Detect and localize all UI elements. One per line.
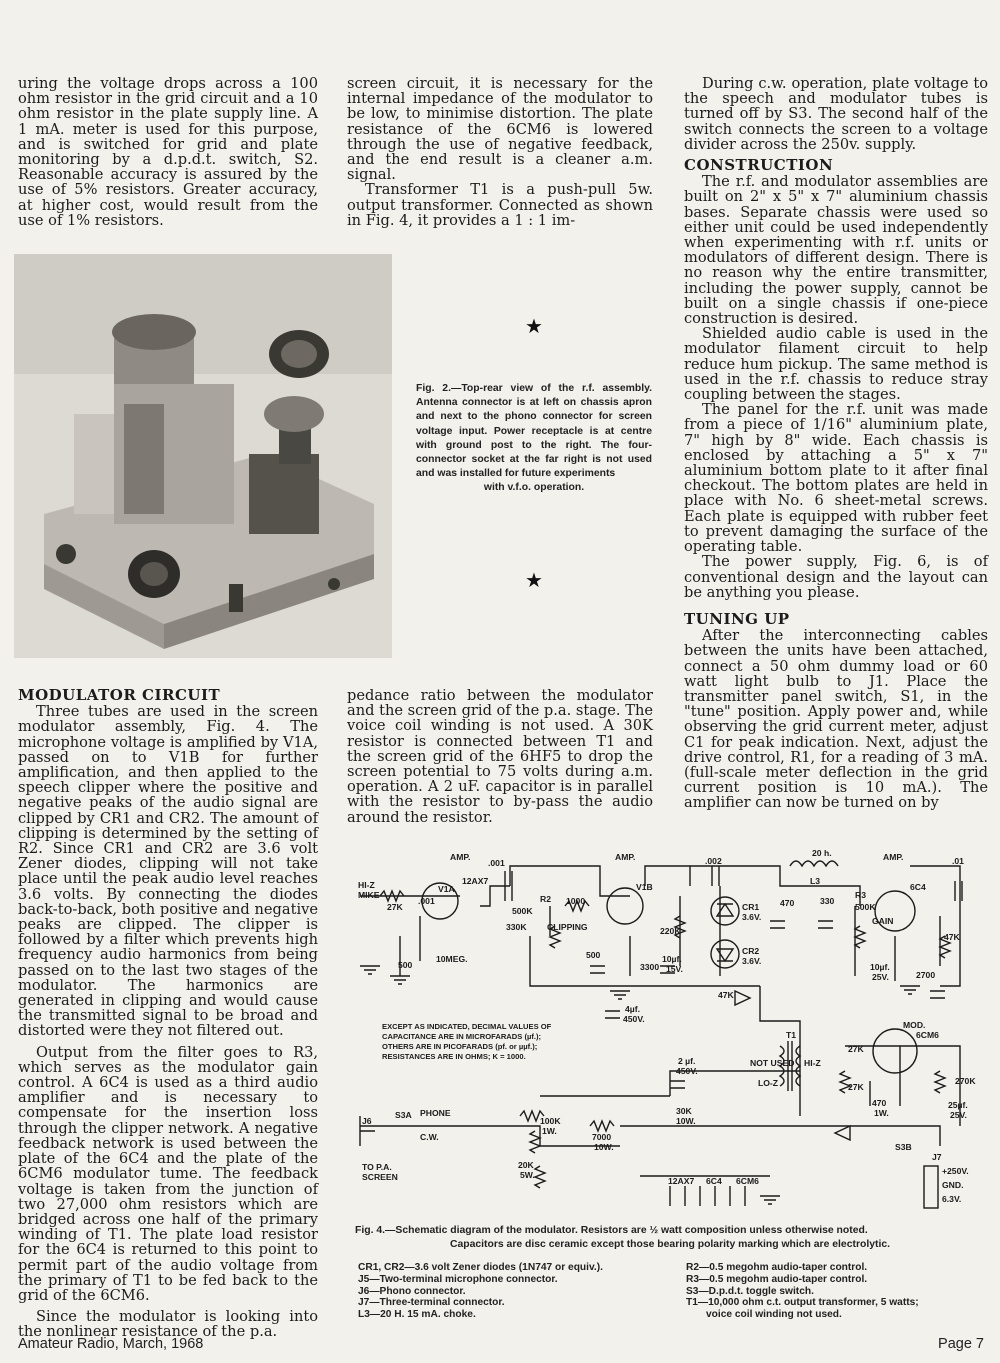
resistor-value: 20K: [518, 1160, 534, 1170]
cr1-label: CR1: [742, 902, 760, 912]
j7-label: J7: [932, 1152, 942, 1162]
capacitor-value: 500: [398, 960, 413, 970]
tube-6c4-label: 6C4: [910, 882, 926, 892]
column-1-bottom: [18, 688, 318, 1340]
resistor-value: 470: [872, 1098, 887, 1108]
capacitor-value: 470: [780, 898, 795, 908]
resistor-value: 27K: [848, 1082, 864, 1092]
paragraph: During c.w. operation, plate voltage to the speech and modulator tubes is turned off by S3. The second half of the switch connects the screen to a voltage divider across the 250v. supply.: [684, 75, 988, 153]
voltage-label: 3.6V.: [742, 912, 762, 922]
legend-item: R3—0.5 megohm audio-taper control.: [686, 1273, 868, 1285]
choke-value: 20 h.: [812, 848, 832, 858]
legend-item: J7—Three-terminal connector.: [358, 1297, 505, 1309]
mike-label-2: MIKE: [358, 890, 380, 900]
voltage-label: 3.6V.: [742, 956, 762, 966]
to-pa-label: TO P.A.: [362, 1162, 392, 1172]
ground-label: GND.: [942, 1180, 964, 1190]
footer-publication: Amateur Radio, March, 1968: [18, 1336, 204, 1352]
paragraph: Three tubes are used in the screen modulator assembly, Fig. 4. The microphone voltage is amplified by V1A, passed on to V1B for further amplification, and then applied to the speech clipper where the positive and negative peaks of the audio signal are clipped by CR1 and CR2. The amount of clipping is determined by the setting of R2. Since CR1 and CR2 are 3.6 volt Zener diodes, clipping will not take place until the peak audio level reaches 3.6 volts. By connecting the diodes back-to-back, both positive and negative peaks are clipped. The clipper is followed by a filter which prevents high frequency audio harmonics from being passed on to the last two stages of the modulator. The harmonics are generated in clipping and would cause the transmitted signal to be broad and distorted were they not filtered out.: [18, 703, 318, 1040]
gain-label: GAIN: [872, 916, 894, 926]
legend-right: [686, 1262, 986, 1321]
capacitor-value: 2 µf.: [678, 1056, 696, 1066]
voltage-label: 25V.: [872, 972, 889, 982]
paragraph: The panel for the r.f. unit was made from a piece of 1/16" aluminium plate, 7" high by 8" wide. Each chassis is enclosed by attaching a 5" x 7" aluminium bottom plate to it after final checkout. The bottom plates are held in place with No. 6 sheet-metal screws. Each plate is equipped with rubber feet to prevent damaging the surface of the operating table.: [684, 401, 988, 556]
modulator-schematic: [340, 846, 992, 1222]
amp-label: AMP.: [883, 852, 904, 862]
paragraph: Since the modulator is looking into the nonlinear resistance of the p.a.: [18, 1308, 318, 1341]
rf-assembly-photo: [14, 254, 392, 658]
resistor-value: 30K: [676, 1106, 692, 1116]
photo-caption-text: Fig. 2.—Top-rear view of the r.f. assembly. Antenna connector is at left on chassis apron and next to the phono connector for screen voltage input. Power receptacle is at centre with ground post to the right. The four-connector socket at the far right is not used and was installed for future experiments: [416, 383, 652, 480]
column-2-top: [347, 76, 653, 228]
note-line: OTHERS ARE IN PICOFARADS (pf. or µµf.);: [382, 1042, 538, 1051]
lo-z-label: LO-Z: [758, 1078, 779, 1088]
capacitor-value: 10µf.: [870, 962, 890, 972]
resistor-value: 1000: [566, 896, 586, 906]
wattage-label: 10W.: [594, 1142, 614, 1152]
amp-label: AMP.: [450, 852, 471, 862]
s3a-label: S3A: [395, 1110, 412, 1120]
wattage-label: 1W.: [874, 1108, 889, 1118]
cr2-label: CR2: [742, 946, 760, 956]
resistor-value: 7000: [592, 1132, 612, 1142]
resistor-value: 270K: [955, 1076, 976, 1086]
resistor-value: 330K: [506, 922, 527, 932]
resistor-value: 10MEG.: [436, 954, 468, 964]
resistor-value: 27K: [387, 902, 403, 912]
column-2-bottom: [347, 688, 653, 825]
mike-label: HI-Z: [358, 880, 375, 890]
voltage-label: 25V.: [950, 1110, 967, 1120]
resistor-value: 220K: [660, 926, 681, 936]
capacitor-value: 4µf.: [625, 1004, 640, 1014]
legend-item: J6—Phono connector.: [358, 1285, 466, 1297]
voltage-label: 450V.: [623, 1014, 645, 1024]
v1b-label: V1B: [636, 882, 653, 892]
paragraph: pedance ratio between the modulator and the screen grid of the p.a. stage. The voice coil winding is not used. A 30K resistor is connected between T1 and the screen grid of the 6HF5 to drop the screen potential to 75 volts during a.m. operation. A 2 uF. capacitor is in parallel with the resistor to by-pass the audio around the resistor.: [347, 687, 653, 826]
tube-6cm6-label: 6CM6: [736, 1176, 759, 1186]
legend-item: T1—10,000 ohm c.t. output transformer, 5 watts;: [686, 1297, 919, 1309]
paragraph: Shielded audio cable is used in the modulator filament circuit to help reduce hum pickup. The same method is used in the r.f. chassis to reduce stray coupling between the stages.: [684, 325, 988, 404]
capacitor-value: .002: [705, 856, 722, 866]
j6-label: J6: [362, 1116, 372, 1126]
resistor-value: 2700: [916, 970, 936, 980]
figure-caption-line-1: Fig. 4.—Schematic diagram of the modulator. Resistors are ½ watt composition unless otherwise noted.: [355, 1225, 868, 1236]
paragraph: uring the voltage drops across a 100 ohm resistor in the grid circuit and a 10 ohm resistor in the plate supply line. A 1 mA. meter is used for this purpose, and is switched for grid and plate monitoring by a d.p.d.t. switch, S2. Reasonable accuracy is assured by the use of 5% resistors. Greater accuracy, at higher cost, would result from the use of 1% resistors.: [18, 75, 318, 229]
legend-item: J5—Two-terminal microphone connector.: [358, 1273, 558, 1285]
column-3: [684, 76, 988, 811]
paragraph: Output from the filter goes to R3, which serves as the modulator gain control. A 6C4 is used as a third audio amplifier and is necessary to compensate for the insertion loss through the clipper network. A negative feedback network is used between the plate of the 6C4 and the plate of the 6CM6 modulator tume. The feedback voltage is taken from the junction of two 27,000 ohm resistors which are bridged across one half of the primary winding of T1. The plate load resistor for the 6C4 is returned to this point to permit part of the audio voltage from the primary of T1 to be fed back to the grid of the 6CM6.: [18, 1043, 318, 1304]
legend-item: L3—20 H. 15 mA. choke.: [358, 1309, 476, 1321]
star-ornament: ★: [525, 568, 543, 592]
not-used-label: NOT USED: [750, 1058, 795, 1068]
paragraph: screen circuit, it is necessary for the internal impedance of the modulator to be low, to minimise distortion. The plate resistance of the 6CM6 is lowered through the use of negative feedback, and the end result is a cleaner a.m. signal.: [347, 75, 653, 184]
note-line: RESISTANCES ARE IN OHMS; K = 1000.: [382, 1052, 526, 1061]
capacitor-value: 25µf.: [948, 1100, 968, 1110]
legend-item: CR1, CR2—3.6 volt Zener diodes (1N747 or equiv.).: [358, 1262, 603, 1273]
tube-12ax7-label: 12AX7: [668, 1176, 695, 1186]
star-ornament: ★: [525, 314, 543, 338]
phone-label: PHONE: [420, 1108, 451, 1118]
t1-label: T1: [786, 1030, 797, 1040]
capacitor-value: 500: [586, 950, 601, 960]
tube-6cm6-label: 6CM6: [916, 1030, 939, 1040]
tube-6c4-label: 6C4: [706, 1176, 722, 1186]
column-1-top: [18, 76, 318, 228]
resistor-value: 47K: [718, 990, 734, 1000]
section-heading-tuning: TUNING UP: [684, 609, 790, 628]
resistor-value: 500K: [512, 906, 533, 916]
capacitor-value: .01: [952, 856, 964, 866]
resistor-value: 100K: [540, 1116, 561, 1126]
paragraph: The r.f. and modulator assemblies are built on 2" x 5" x 7" aluminium chassis bases. Separate chassis were used so either unit could be used independently when experimenting with r.f. units or modulators of different design. There is no reason why the entire transmitter, including the power supply, cannot be built on a single chassis if one-piece construction is desired.: [684, 173, 988, 328]
r2-label: R2: [540, 894, 551, 904]
legend-item: voice coil winding not used.: [706, 1309, 842, 1321]
resistor-value: 47K: [944, 932, 960, 942]
supply-250v-label: +250V.: [942, 1166, 969, 1176]
footer-page-number: Page 7: [938, 1336, 984, 1352]
resistor-value: 3300: [640, 962, 660, 972]
hi-z-label: HI-Z: [804, 1058, 821, 1068]
legend-item: S3—D.p.d.t. toggle switch.: [686, 1285, 814, 1297]
resistor-value: 500K: [855, 902, 876, 912]
paragraph: Transformer T1 is a push-pull 5w. output transformer. Connected as shown in Fig. 4, it provides a 1 : 1 im-: [347, 181, 653, 229]
section-heading-construction: CONSTRUCTION: [684, 156, 834, 175]
r3-label: R3: [855, 890, 866, 900]
amp-label: AMP.: [615, 852, 636, 862]
figure-caption: [355, 1224, 985, 1252]
screen-label: SCREEN: [362, 1172, 398, 1182]
paragraph: After the interconnecting cables between the units have been attached, connect a 50 ohm dummy load or 60 watt light bulb to J1. Place the transmitter panel switch, S1, in the "tune" position. Apply power and, while observing the grid current meter, adjust C1 for peak indication. Next, adjust the drive control, R1, for a reading of 3 mA. (full-scale meter deflection in the grid current position is 10 mA.). The amplifier can now be turned on by: [684, 627, 988, 812]
wattage-label: 1W.: [542, 1126, 557, 1136]
note-line: EXCEPT AS INDICATED, DECIMAL VALUES OF: [382, 1022, 552, 1031]
v1a-label: V1A: [438, 884, 455, 894]
l3-label: L3: [810, 876, 821, 886]
voltage-label: 450V.: [676, 1066, 698, 1076]
filament-label: 6.3V.: [942, 1194, 962, 1204]
section-heading-modulator: MODULATOR CIRCUIT: [18, 686, 221, 704]
schematic-notes: [382, 1022, 551, 1062]
legend-item: R2—0.5 megohm audio-taper control.: [686, 1262, 868, 1273]
note-line: CAPACITANCE ARE IN MICROFARADS (µf.);: [382, 1032, 542, 1041]
legend-left: [358, 1262, 668, 1321]
capacitor-value: .001: [488, 858, 505, 868]
figure-caption-line-2: Capacitors are disc ceramic except those bearing polarity marking which are electrolytic.: [449, 1239, 891, 1251]
capacitor-value: .001: [418, 896, 435, 906]
tube-12ax7-label: 12AX7: [462, 876, 489, 886]
photo-caption: [416, 382, 652, 496]
clipping-label: CLIPPING: [547, 922, 588, 932]
wattage-label: 10W.: [676, 1116, 696, 1126]
photo-caption-last-line: with v.f.o. operation.: [483, 482, 585, 494]
voltage-label: 15V.: [666, 964, 683, 974]
s3b-label: S3B: [895, 1142, 912, 1152]
cw-label: C.W.: [420, 1132, 439, 1142]
mod-label: MOD.: [903, 1020, 926, 1030]
resistor-value: 27K: [848, 1044, 864, 1054]
paragraph: The power supply, Fig. 6, is of conventional design and the layout can be anything you please.: [684, 553, 988, 601]
capacitor-value: 330: [820, 896, 835, 906]
capacitor-value: 10µf.: [662, 954, 682, 964]
wattage-label: 5W.: [520, 1170, 535, 1180]
